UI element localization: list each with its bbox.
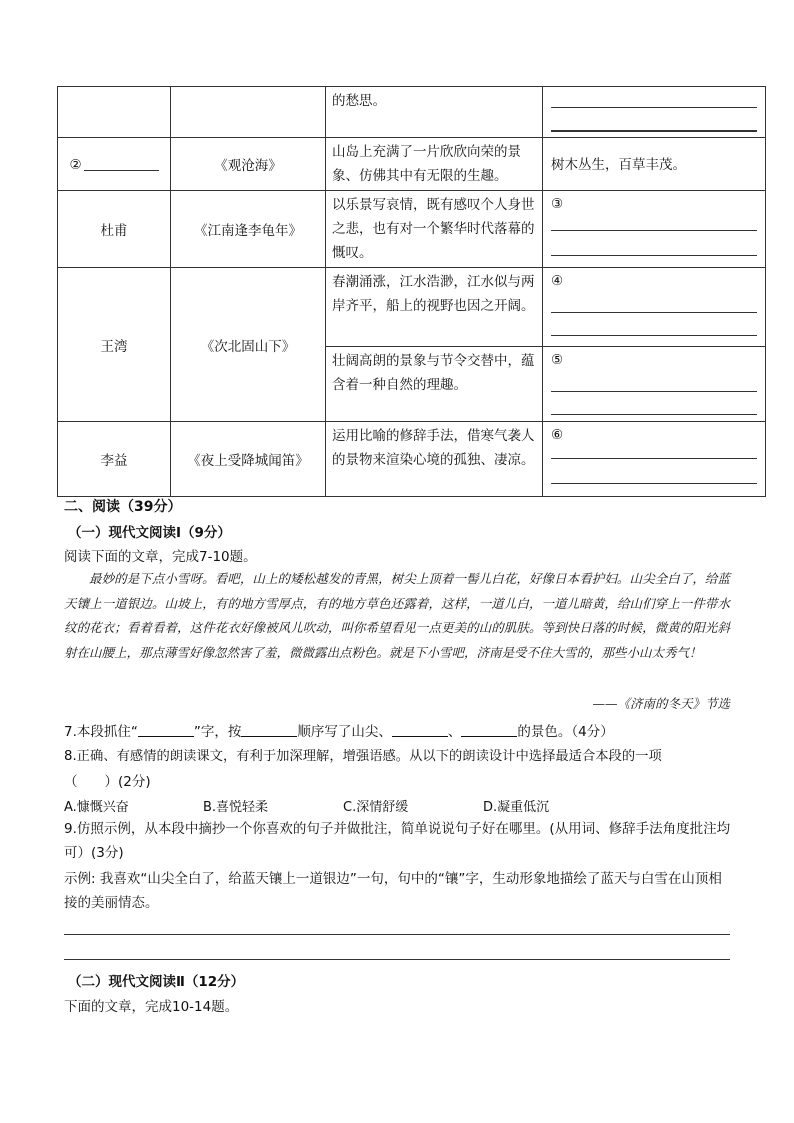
q7-blank-1[interactable] [138,724,194,737]
answer-cell [543,138,766,191]
blank-number: ② [69,156,82,173]
passage-source: ——《济南的冬天》节选 [592,696,730,711]
content-cell [326,138,543,191]
content-text: 春潮涌涨，江水浩渺，江水似与两岸齐平，船上的视野也因之开阔。 [332,274,535,314]
option-b[interactable]: B.喜悦轻柔 [203,800,269,815]
q7-text: 7.本段抓住“ [64,724,138,740]
blank-number: ④ [551,273,564,289]
author-cell[interactable] [58,138,171,191]
content-cell [326,191,543,268]
section-heading: 二、阅读（39分） [64,499,182,515]
poem-table [57,86,766,497]
q7-text: 顺序写了山尖、 [297,724,392,740]
title-cell [171,191,326,268]
q7-blank-4[interactable] [461,724,517,737]
question-7 [64,720,614,740]
content-cell [326,268,543,347]
blank-number: ⑥ [551,427,564,443]
question-8: 8.正确、有感情的朗读课文，有利于加深理解，增强语感。从以下的朗读设计中选择最适合本段的一项 [64,749,662,764]
poem-title: 《次北固山下》 [200,338,296,355]
poem-title: 《夜上受降城闻笛》 [187,453,309,469]
part2-instruction: 下面的文章，完成10-14题。 [64,999,239,1015]
title-cell [171,138,326,191]
author-cell [58,191,171,268]
poet-name: 杜甫 [100,223,128,239]
answer-cell[interactable] [543,87,766,138]
answer-text: 树木丛生，百草丰茂。 [551,157,686,173]
author-cell [58,268,171,422]
q7-blank-3[interactable] [392,724,448,737]
question-9: 9.仿照示例，从本段中摘抄一个你喜欢的句子并做批注，简单说说句子好在哪里。(从用词、修辞手法角度批注均可）(3分) [64,821,731,861]
answer-line[interactable] [551,371,757,392]
table-row [58,422,766,497]
table-row [58,191,766,268]
content-cell [326,347,543,422]
part1-heading: （一）现代文阅读Ⅰ（9分） [68,525,231,541]
q7-text: 的景色。（4分） [517,724,614,740]
blank-number: ⑤ [551,352,564,368]
author-blank[interactable] [84,156,159,171]
table-row [58,268,766,347]
poem-title: 《观沧海》 [214,158,282,174]
answer-cell[interactable] [543,347,766,422]
q7-blank-2[interactable] [241,724,297,737]
answer-line[interactable] [551,292,757,313]
table-row [58,138,766,191]
part2-heading: （二）现代文阅读Ⅱ（12分） [68,974,245,990]
title-cell [171,422,326,497]
answer-line[interactable] [551,108,757,132]
answer-line[interactable] [551,89,757,108]
content-cell [326,422,543,497]
content-text: 的愁思。 [332,93,386,109]
passage-text: 最妙的是下点小雪呀。看吧，山上的矮松越发的青黑，树尖上顶着一髻儿白花，好像日本看护妇。山尖全白了，给蓝天镶上一道银边。山坡上，有的地方雪厚点，有的地方草色还露着，这样，一道儿白，一道儿暗黄，给山们穿上一件带水纹的花衣；看着看着，这件花衣好像被风儿吹动，叫你希望看见一点更美的山的肌肤。等到快日落的时候，微黄的阳光斜射在山腰上，那点薄雪好像忽然害了羞，微微露出点粉色。就是下小雪吧，济南是受不住大雪的，那些小山太秀气！ [64,571,730,660]
poet-name: 王湾 [100,338,128,355]
q7-text: ”字，按 [193,724,242,740]
content-text: 壮阔高朗的景象与节令交替中，蕴含着一种自然的理趣。 [332,353,535,393]
content-text: 运用比喻的修辞手法，借寒气袭人的景物来渲染心境的孤独、凄凉。 [332,428,535,468]
question-8-answer[interactable]: （ ）(2分) [64,774,151,790]
answer-cell[interactable] [543,268,766,347]
poem-title: 《江南逢李龟年》 [194,223,302,239]
answer-line[interactable] [551,446,757,459]
title-cell [171,87,326,138]
answer-line[interactable] [551,392,757,415]
blank-number: ③ [551,196,564,212]
answer-cell[interactable] [543,191,766,268]
answer-line[interactable] [551,231,757,256]
answer-cell[interactable] [543,422,766,497]
content-cell [326,87,543,138]
answer-line[interactable] [551,215,757,231]
option-a[interactable]: A.慷慨兴奋 [64,800,129,815]
q7-text: 、 [447,724,462,740]
option-d[interactable]: D.凝重低沉 [483,800,550,815]
example-text: 示例: 我喜欢“山尖全白了，给蓝天镶上一道银边”一句，句中的“镶”字，生动形象地描绘了蓝天与白雪在山顶相接的美丽情态。 [64,871,722,911]
author-cell [58,87,171,138]
reading-passage [64,567,730,665]
answer-line[interactable] [64,934,730,935]
table-row [58,87,766,138]
poet-name: 李益 [100,453,128,469]
option-c[interactable]: C.深情舒缓 [343,800,409,815]
content-text: 以乐景写哀情，既有感叹个人身世之悲，也有对一个繁华时代落幕的慨叹。 [332,197,535,261]
answer-line[interactable] [64,959,730,960]
answer-line[interactable] [551,459,757,484]
part1-instruction: 阅读下面的文章，完成7-10题。 [64,549,257,565]
title-cell [171,268,326,422]
content-text: 山岛上充满了一片欣欣向荣的景象、仿佛其中有无限的生趣。 [332,144,521,184]
answer-line[interactable] [551,313,757,336]
author-cell [58,422,171,497]
